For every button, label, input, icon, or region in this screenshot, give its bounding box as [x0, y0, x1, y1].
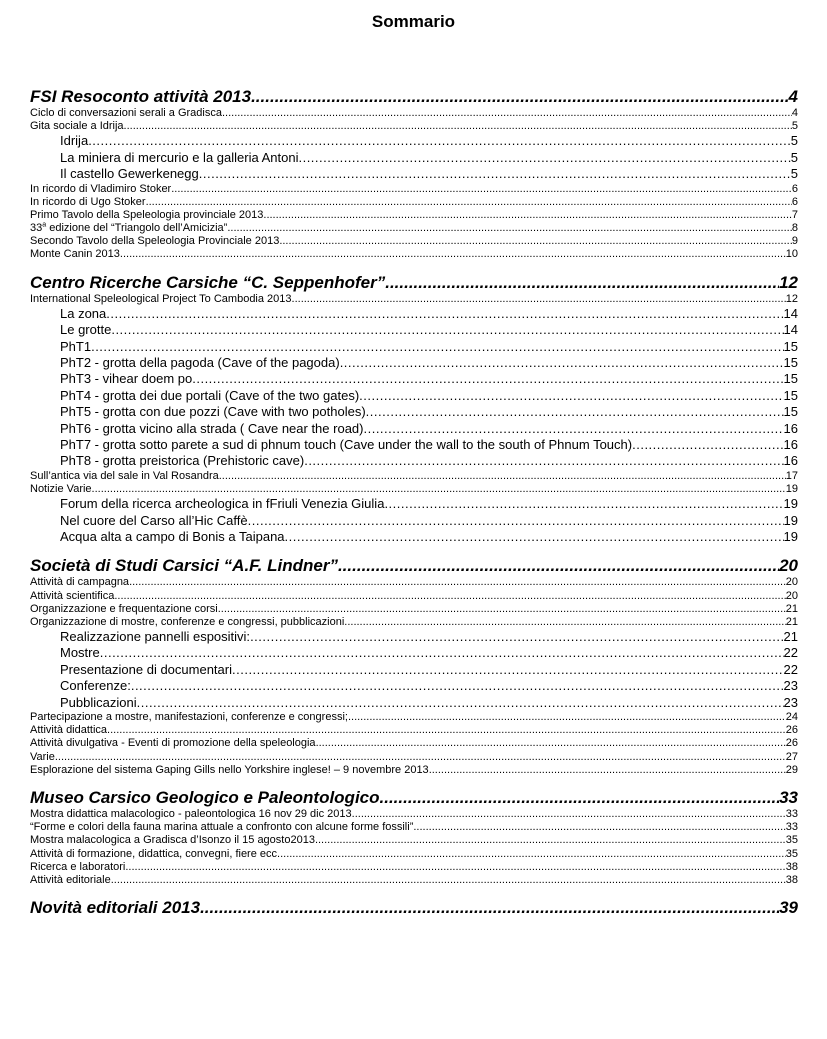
toc-entry — [30, 120, 798, 133]
toc-entry-title-text: Gita sociale a Idrija — [30, 120, 124, 133]
toc-page-number: 35 — [785, 834, 798, 847]
dot-leader — [248, 513, 784, 529]
toc-entry-title-text: Nel cuore del Carso all’Hic Caffè — [60, 512, 248, 528]
toc-entry — [30, 724, 798, 737]
toc-entry-title — [30, 483, 92, 496]
dot-leader — [250, 629, 783, 645]
toc-entry-title-text: PhT3 - vihear doem po — [60, 371, 193, 387]
toc-subentry — [30, 496, 798, 512]
toc-entry-title — [30, 787, 380, 808]
toc-page-number: 9 — [791, 235, 798, 248]
toc-page-number: 16 — [783, 436, 798, 452]
toc-subentry — [30, 404, 798, 420]
toc-entry-title — [30, 834, 315, 847]
toc-page-number: 16 — [783, 420, 798, 436]
dot-leader — [124, 120, 792, 133]
toc-entry-title — [30, 711, 348, 724]
dot-leader — [146, 196, 792, 209]
toc-entry-title-text: Il castello Gewerkenegg — [60, 166, 199, 182]
toc-entry-title — [60, 453, 304, 469]
toc-entry-title-text: Mostra malacologica a Gradisca d’Isonzo il 15 agosto2013 — [30, 834, 315, 847]
toc-subentry — [30, 437, 798, 453]
toc-subentry — [30, 629, 798, 645]
toc-page-number: 12 — [785, 292, 798, 305]
toc-entry-title-text: PhT7 - grotta sotto parete a sud di phnum touch (Cave under the wall to the south of Phnum Touch) — [60, 436, 633, 452]
toc-entry-title-text: Mostra didattica malacologico - paleontologica 16 nov 29 dic 2013 — [30, 807, 352, 820]
toc-entry-title-text: Novità editoriali 2013 — [30, 898, 201, 918]
toc-entry-title — [60, 678, 131, 694]
toc-entry-title — [60, 388, 359, 404]
dot-leader — [218, 603, 786, 616]
toc-entry-title — [30, 183, 171, 196]
dot-leader — [316, 737, 786, 750]
toc-entry-title — [60, 437, 632, 453]
page-title: Sommario — [371, 12, 456, 31]
toc-page-number: 29 — [785, 763, 798, 776]
toc-subentry — [30, 355, 798, 371]
dot-leader — [338, 555, 779, 576]
dot-leader — [429, 764, 786, 777]
toc-entry-title-text: Secondo Tavolo della Speleologia Provinciale 2013 — [30, 235, 280, 248]
toc-entry — [30, 808, 798, 821]
toc-entry-title-text: Pubblicazioni — [60, 694, 137, 710]
toc-entry-title-text: Museo Carsico Geologico e Paleontologico — [30, 787, 380, 807]
toc-entry-title — [60, 629, 250, 645]
dot-leader — [340, 355, 784, 371]
dot-leader — [413, 821, 785, 834]
toc-entry-title — [30, 107, 222, 120]
toc-subentry — [30, 678, 798, 694]
toc-page-number: 8 — [791, 222, 798, 235]
dot-leader — [279, 235, 792, 248]
dot-leader — [344, 616, 785, 629]
dot-leader — [251, 86, 788, 107]
toc-page-number: 27 — [785, 750, 798, 763]
toc-subentry — [30, 662, 798, 678]
toc-entry-title-text: Primo Tavolo della Speleologia provinciale 2013 — [30, 208, 264, 221]
toc-entry-title-text: PhT4 - grotta dei due portali (Cave of the two gates) — [60, 387, 360, 403]
toc-subentry — [30, 645, 798, 661]
toc-entry-title-text: Forum della ricerca archeologica in fFriuli Venezia Giulia — [60, 496, 385, 512]
toc-entry — [30, 737, 798, 750]
toc-entry-title-text: “Forme e colori della fauna marina attuale a confronto con alcune forme fossili” — [30, 821, 414, 834]
toc-page-number: 33 — [785, 821, 798, 834]
toc-entry-title-text: Monte Canin 2013 — [30, 248, 120, 261]
toc-subentry — [30, 421, 798, 437]
toc-entry-title — [60, 695, 137, 711]
toc-entry-title — [60, 150, 298, 166]
toc-page-number: 4 — [791, 107, 798, 119]
dot-leader — [363, 421, 783, 437]
dot-leader — [55, 751, 786, 764]
toc-entry-title — [30, 821, 413, 834]
dot-leader — [366, 404, 784, 420]
toc-entry — [30, 576, 798, 589]
toc-entry — [30, 209, 798, 222]
toc-page-number: 26 — [785, 737, 798, 750]
toc-entry-title — [60, 496, 384, 512]
toc-entry-title — [30, 737, 316, 750]
dot-leader — [348, 711, 786, 724]
toc-entry-title-text: Partecipazione a mostre, manifestazioni, conferenze e congressi; — [30, 711, 348, 724]
toc-page-number: 38 — [785, 860, 798, 873]
toc-page-number: 35 — [785, 847, 798, 860]
toc-subentry — [30, 322, 798, 338]
toc-entry — [30, 222, 798, 235]
dot-leader — [131, 678, 784, 694]
toc-entry-title — [30, 209, 263, 222]
toc-entry — [30, 248, 798, 261]
toc-page-number: 14 — [783, 305, 798, 321]
toc-entry-title — [30, 576, 129, 589]
toc-entry-title-text: Organizzazione e frequentazione corsi — [30, 602, 218, 615]
toc-page-number: 23 — [783, 678, 798, 694]
toc-entry — [30, 483, 798, 496]
toc-page-number: 14 — [783, 322, 798, 338]
dot-leader — [385, 272, 779, 293]
toc-entry-title-text: Attività divulgativa - Eventi di promozione della speleologia — [30, 737, 316, 750]
toc-entry-title-text: International Speleological Project To Cambodia 2013 — [30, 292, 292, 305]
toc-entry-title-text: Sull’antica via del sale in Val Rosandra — [30, 469, 219, 482]
toc-entry-title — [60, 404, 366, 420]
toc-entry-title-text: Conferenze: — [60, 678, 131, 694]
toc-section-entry — [30, 897, 798, 918]
toc-entry-title-text: Varie — [30, 750, 55, 763]
toc-entry-title-text: In ricordo di Vladimiro Stoker — [30, 182, 172, 195]
toc-entry-title — [30, 764, 429, 777]
toc-entry-title-text: Centro Ricerche Carsiche “C. Seppenhofer” — [30, 272, 386, 292]
dot-leader — [285, 529, 784, 545]
toc-entry-title-text: FSI Resoconto attività 2013 — [30, 87, 252, 106]
toc-page-number: 15 — [783, 338, 798, 354]
toc-entry-title — [30, 272, 385, 293]
toc-entry-title — [30, 808, 352, 821]
toc-entry — [30, 590, 798, 603]
toc-entry — [30, 107, 798, 120]
dot-leader — [111, 874, 786, 887]
toc-entry-title — [30, 848, 280, 861]
toc-entry-title-text: Notizie Varie — [30, 482, 92, 495]
toc-entry-title-text: PhT8 - grotta preistorica (Prehistoric cave) — [60, 453, 305, 469]
toc-subentry — [30, 150, 798, 166]
toc-entry-title-text: Realizzazione pannelli espositivi: — [60, 629, 251, 645]
toc-entry-title — [60, 306, 106, 322]
toc-entry-title-text: PhT5 - grotta con due pozzi (Cave with two potholes) — [60, 404, 366, 420]
toc-entry — [30, 293, 798, 306]
toc-entry-title — [30, 235, 279, 248]
toc-entry-title — [30, 724, 107, 737]
toc-entry-title-text: Attività editoriale — [30, 873, 111, 886]
dot-leader — [100, 645, 784, 661]
toc-entry — [30, 616, 798, 629]
toc-page-number: 33 — [779, 787, 798, 807]
toc-page-number: 20 — [785, 589, 798, 602]
toc-entry-title-text: Organizzazione di mostre, conferenze e congressi, pubblicazioni — [30, 615, 345, 628]
toc-subentry — [30, 695, 798, 711]
dot-leader — [111, 322, 783, 338]
toc-page-number: 21 — [785, 615, 798, 628]
toc-entry-title-text: La miniera di mercurio e la galleria Antoni — [60, 149, 299, 165]
toc-page-number: 22 — [783, 645, 798, 661]
dot-leader — [137, 695, 784, 711]
toc-entry-title — [60, 662, 232, 678]
toc-page-number: 5 — [790, 166, 798, 182]
dot-leader — [192, 371, 783, 387]
toc-entry-title-text: Attività didattica — [30, 724, 108, 737]
table-of-contents — [30, 86, 798, 918]
toc-page-number: 10 — [785, 248, 798, 261]
toc-subentry — [30, 513, 798, 529]
dot-leader — [88, 133, 791, 149]
toc-page-number: 21 — [783, 629, 798, 645]
dot-leader — [280, 848, 786, 861]
toc-entry-title — [60, 355, 340, 371]
toc-entry-title — [60, 371, 192, 387]
toc-entry — [30, 751, 798, 764]
dot-leader — [359, 388, 783, 404]
toc-entry-title — [60, 133, 88, 149]
toc-entry-title — [30, 590, 114, 603]
toc-page-number: 19 — [783, 528, 798, 544]
toc-entry-title — [30, 470, 219, 483]
dot-leader — [292, 293, 786, 306]
toc-entry-title-text: PhT1 — [60, 338, 92, 354]
toc-entry-title — [30, 222, 227, 235]
toc-entry-title — [60, 339, 91, 355]
toc-entry-title-text: Acqua alta a campo di Bonis a Taipana — [60, 528, 285, 544]
toc-entry-title — [60, 513, 248, 529]
toc-entry — [30, 821, 798, 834]
toc-entry — [30, 848, 798, 861]
toc-entry-title-text: PhT2 - grotta della pagoda (Cave of the pagoda) — [60, 355, 340, 371]
toc-entry-title — [30, 616, 344, 629]
toc-entry-title — [30, 603, 218, 616]
toc-page-number: 39 — [779, 898, 798, 918]
dot-leader — [298, 150, 790, 166]
toc-page-number: 15 — [783, 387, 798, 403]
toc-entry-title — [30, 555, 338, 576]
toc-page-number: 23 — [783, 694, 798, 710]
toc-entry-superscript: a — [42, 222, 47, 229]
toc-subentry — [30, 453, 798, 469]
toc-entry — [30, 470, 798, 483]
dot-leader — [384, 496, 783, 512]
toc-entry-title — [60, 421, 363, 437]
toc-entry-title-text: Società di Studi Carsici “A.F. Lindner” — [30, 556, 338, 576]
toc-entry-title-text: Esplorazione del sistema Gaping Gills nello Yorkshire inglese! – 9 novembre 2013 — [30, 763, 429, 776]
toc-entry-title-text: Attività di campagna — [30, 576, 130, 589]
toc-section-entry — [30, 86, 798, 107]
dot-leader — [222, 107, 792, 120]
toc-page-number: 19 — [783, 496, 798, 512]
toc-page-number: 19 — [785, 482, 798, 495]
toc-entry — [30, 235, 798, 248]
toc-entry-title — [60, 645, 100, 661]
toc-entry-title — [30, 248, 120, 261]
dot-leader — [91, 339, 783, 355]
toc-subentry — [30, 388, 798, 404]
toc-entry — [30, 861, 798, 874]
dot-leader — [304, 453, 783, 469]
toc-page-number: 15 — [783, 371, 798, 387]
dot-leader — [171, 183, 792, 196]
toc-entry-title — [30, 874, 111, 887]
toc-entry-title — [30, 293, 292, 306]
toc-page-number: 20 — [779, 556, 798, 576]
toc-entry-title — [30, 196, 146, 209]
dot-leader — [380, 787, 780, 808]
toc-page-number: 6 — [791, 182, 798, 195]
toc-entry-title — [30, 120, 124, 133]
toc-page-number: 6 — [791, 195, 798, 208]
dot-leader — [107, 724, 786, 737]
toc-entry-title-text: Attività di formazione, didattica, convegni, fiere ecc. — [30, 847, 281, 860]
toc-page-number: 15 — [783, 404, 798, 420]
toc-entry-title-text: Idrija — [60, 133, 89, 149]
toc-subentry — [30, 166, 798, 182]
toc-entry — [30, 834, 798, 847]
toc-entry-title-text: Ciclo di conversazioni serali a Gradisca — [30, 107, 222, 119]
dot-leader — [632, 437, 783, 453]
toc-section-entry — [30, 555, 798, 576]
dot-leader — [219, 470, 786, 483]
toc-entry-title — [60, 166, 199, 182]
toc-page-number: 19 — [783, 512, 798, 528]
toc-entry-title — [60, 529, 285, 545]
toc-entry-title — [30, 751, 55, 764]
toc-entry-title — [30, 861, 125, 874]
toc-entry — [30, 711, 798, 724]
toc-entry-title — [30, 86, 251, 107]
toc-page-number: 12 — [779, 272, 798, 292]
toc-page-number: 33 — [785, 807, 798, 820]
dot-leader — [200, 897, 779, 918]
toc-entry-title-text: Attività scientifica — [30, 589, 115, 602]
toc-page-number: 5 — [790, 133, 798, 149]
toc-section-entry — [30, 787, 798, 808]
dot-leader — [129, 576, 786, 589]
toc-section-entry — [30, 272, 798, 293]
dot-leader — [227, 222, 792, 235]
toc-entry-title-text: Mostre — [60, 645, 100, 661]
toc-page-number: 5 — [791, 120, 798, 133]
toc-page-number: 22 — [783, 661, 798, 677]
toc-entry-title — [60, 322, 111, 338]
toc-entry-title-text: Ricerca e laboratori — [30, 860, 126, 873]
toc-page-number: 4 — [788, 87, 798, 106]
dot-leader — [263, 209, 791, 222]
toc-page-number: 38 — [785, 873, 798, 886]
toc-entry-title — [30, 897, 200, 918]
toc-entry-title-text: Presentazione di documentari — [60, 661, 232, 677]
toc-entry — [30, 183, 798, 196]
dot-leader — [199, 166, 791, 182]
dot-leader — [114, 590, 785, 603]
toc-entry-title-prefix: 33 — [30, 222, 43, 235]
toc-entry-title-text: In ricordo di Ugo Stoker — [30, 195, 146, 208]
dot-leader — [92, 483, 786, 496]
dot-leader — [125, 861, 785, 874]
dot-leader — [106, 306, 783, 322]
toc-entry — [30, 764, 798, 777]
dot-leader — [120, 248, 786, 261]
toc-page-number: 16 — [783, 453, 798, 469]
dot-leader — [315, 834, 786, 847]
toc-entry-title-text: PhT6 - grotta vicino alla strada ( Cave near the road) — [60, 420, 364, 436]
toc-page-number: 17 — [785, 469, 798, 482]
dot-leader — [232, 662, 784, 678]
toc-page-number: 26 — [785, 724, 798, 737]
toc-subentry — [30, 529, 798, 545]
toc-page-number: 5 — [790, 149, 798, 165]
toc-subentry — [30, 306, 798, 322]
toc-page-number: 15 — [783, 355, 798, 371]
toc-subentry — [30, 339, 798, 355]
toc-page-number: 24 — [785, 711, 798, 724]
toc-page-number: 7 — [791, 208, 798, 221]
toc-entry-title-text: Le grotte — [60, 322, 112, 338]
dot-leader — [352, 808, 786, 821]
toc-entry — [30, 196, 798, 209]
toc-page-number: 21 — [785, 602, 798, 615]
toc-page-number: 20 — [785, 576, 798, 589]
toc-entry — [30, 874, 798, 887]
toc-subentry — [30, 371, 798, 387]
toc-entry-title-text: La zona — [60, 305, 107, 321]
toc-entry — [30, 603, 798, 616]
toc-entry-title-text: edizione del “Triangolo dell’Amicizia” — [46, 222, 228, 235]
toc-subentry — [30, 133, 798, 149]
